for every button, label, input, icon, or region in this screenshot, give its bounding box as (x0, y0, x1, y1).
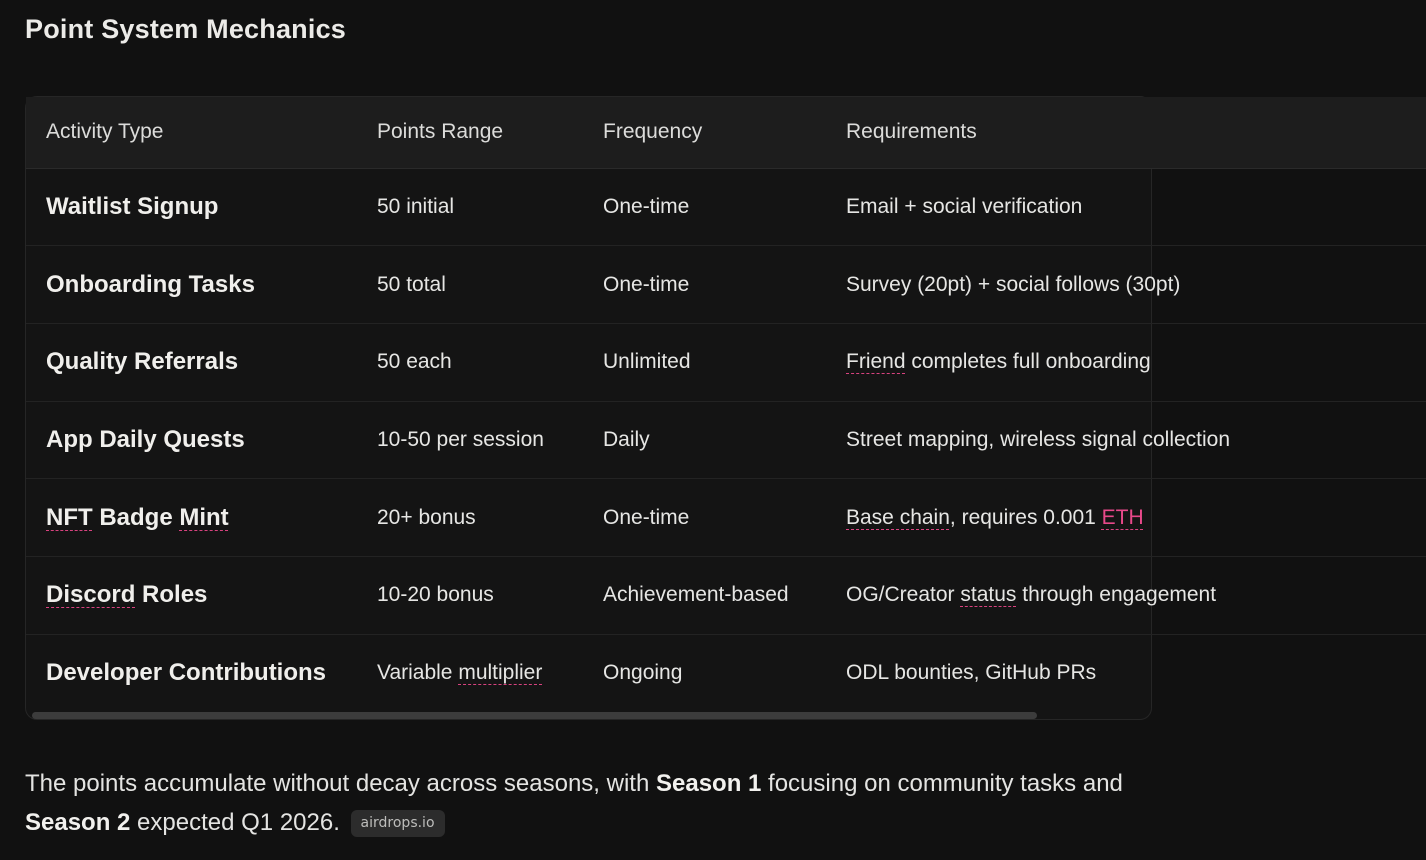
frequency-cell: Achievement-based (603, 583, 789, 607)
points-table (26, 97, 1426, 712)
term-link-discord[interactable]: Discord (46, 581, 136, 609)
requirements-cell: Email + social verification (846, 194, 1083, 218)
points-cell: 20+ bonus (377, 505, 476, 529)
activity-cell: App Daily Quests (46, 425, 245, 453)
activity-cell (26, 479, 357, 557)
table-row (26, 168, 1426, 246)
frequency-cell: Unlimited (603, 350, 691, 374)
points-text: Variable (377, 661, 459, 685)
season-1-bold: Season 1 (655, 770, 762, 797)
requirements-text: OG/Creator (846, 583, 961, 607)
activity-cell: Onboarding Tasks (46, 270, 255, 298)
table-row (26, 401, 1426, 479)
table-row (26, 479, 1426, 557)
table-row (26, 556, 1426, 634)
term-link-eth[interactable]: ETH (1101, 505, 1144, 529)
points-table-container (25, 96, 1231, 720)
season-2-bold: Season 2 (25, 809, 131, 836)
activity-text: Roles (135, 581, 208, 609)
term-link-status[interactable]: status (960, 583, 1017, 607)
activity-text: Badge (92, 503, 180, 531)
term-link-base-chain[interactable]: Base chain (846, 505, 950, 529)
paragraph-text: expected Q1 2026. (130, 809, 340, 836)
column-header-requirements: Requirements (826, 97, 1426, 168)
frequency-cell: One-time (603, 272, 690, 296)
requirements-cell: ODL bounties, GitHub PRs (846, 661, 1097, 685)
horizontal-scrollbar[interactable] (26, 712, 1151, 719)
activity-cell (26, 556, 357, 634)
requirements-text: completes full onboarding (905, 350, 1151, 374)
section-heading: Point System Mechanics (25, 14, 347, 44)
table-scroll-area[interactable] (26, 97, 1231, 712)
scrollbar-thumb[interactable] (32, 712, 1037, 719)
term-link-friend[interactable]: Friend (846, 350, 906, 374)
frequency-cell: One-time (603, 194, 690, 218)
requirements-cell: Survey (20pt) + social follows (30pt) (846, 272, 1181, 296)
table-header-row (26, 97, 1426, 168)
points-cell: 10-50 per session (377, 427, 544, 451)
paragraph-text: focusing on community tasks and (761, 770, 1123, 797)
activity-cell: Quality Referrals (46, 348, 239, 376)
points-cell (357, 634, 583, 712)
term-link-nft[interactable]: NFT (46, 503, 93, 531)
requirements-text: through engagement (1016, 583, 1217, 607)
summary-paragraph (25, 764, 1135, 842)
column-header-points-range: Points Range (357, 97, 583, 168)
points-cell: 50 total (377, 272, 446, 296)
source-citation-chip[interactable]: airdrops.io (351, 810, 445, 837)
frequency-cell: One-time (603, 505, 690, 529)
points-cell: 10-20 bonus (377, 583, 494, 607)
table-row (26, 246, 1426, 324)
activity-cell: Developer Contributions (46, 659, 327, 687)
requirements-text: , requires 0.001 (949, 505, 1102, 529)
column-header-frequency: Frequency (583, 97, 826, 168)
table-row (26, 323, 1426, 401)
term-link-mint[interactable]: Mint (179, 503, 229, 531)
frequency-cell: Ongoing (603, 661, 683, 685)
requirements-cell (826, 479, 1426, 557)
points-cell: 50 initial (377, 194, 455, 218)
frequency-cell: Daily (603, 427, 650, 451)
activity-cell: Waitlist Signup (46, 192, 219, 220)
table-row (26, 634, 1426, 712)
requirements-cell (826, 323, 1426, 401)
paragraph-text: The points accumulate without decay across seasons, with (25, 770, 656, 797)
requirements-cell (826, 556, 1426, 634)
requirements-cell: Street mapping, wireless signal collection (846, 427, 1231, 451)
term-link-multiplier[interactable]: multiplier (458, 661, 543, 685)
points-cell: 50 each (377, 350, 452, 374)
column-header-activity-type: Activity Type (26, 97, 357, 168)
